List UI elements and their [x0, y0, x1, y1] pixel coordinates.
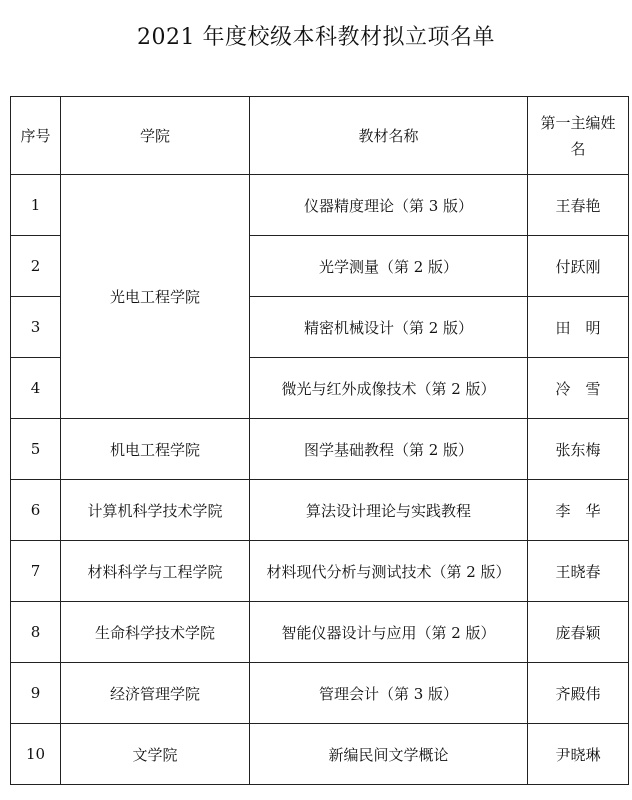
row-textbook: 微光与红外成像技术（第 2 版） — [250, 358, 528, 419]
row-textbook: 仪器精度理论（第 3 版） — [250, 175, 528, 236]
row-no: 7 — [11, 541, 61, 602]
row-no: 1 — [11, 175, 61, 236]
row-no: 8 — [11, 602, 61, 663]
row-textbook: 精密机械设计（第 2 版） — [250, 297, 528, 358]
page-title: 2021 年度校级本科教材拟立项名单 — [137, 25, 495, 50]
table-header-row — [11, 97, 629, 175]
header-editor: 第一主编姓名 — [528, 97, 629, 175]
row-textbook: 新编民间文学概论 — [250, 724, 528, 785]
row-editor: 王晓春 — [528, 541, 629, 602]
table-row — [11, 419, 629, 480]
row-editor: 李 华 — [528, 480, 629, 541]
table-row — [11, 480, 629, 541]
row-no: 5 — [11, 419, 61, 480]
row-no: 2 — [11, 236, 61, 297]
row-editor: 付跃刚 — [528, 236, 629, 297]
row-college: 计算机科学技术学院 — [61, 480, 250, 541]
row-editor: 尹晓琳 — [528, 724, 629, 785]
row-textbook: 光学测量（第 2 版） — [250, 236, 528, 297]
header-college: 学院 — [61, 97, 250, 175]
row-textbook: 图学基础教程（第 2 版） — [250, 419, 528, 480]
table-row — [11, 541, 629, 602]
row-no: 3 — [11, 297, 61, 358]
row-textbook: 管理会计（第 3 版） — [250, 663, 528, 724]
row-editor: 王春艳 — [528, 175, 629, 236]
row-textbook: 材料现代分析与测试技术（第 2 版） — [250, 541, 528, 602]
row-textbook: 算法设计理论与实践教程 — [250, 480, 528, 541]
row-editor: 齐殿伟 — [528, 663, 629, 724]
header-no: 序号 — [11, 97, 61, 175]
table-row — [11, 175, 629, 236]
row-editor: 冷 雪 — [528, 358, 629, 419]
row-no: 4 — [11, 358, 61, 419]
row-college: 经济管理学院 — [61, 663, 250, 724]
row-college: 文学院 — [61, 724, 250, 785]
row-college: 机电工程学院 — [61, 419, 250, 480]
row-editor: 张东梅 — [528, 419, 629, 480]
table-row — [11, 602, 629, 663]
row-editor: 田 明 — [528, 297, 629, 358]
row-editor: 庞春颖 — [528, 602, 629, 663]
row-college: 材料科学与工程学院 — [61, 541, 250, 602]
header-textbook: 教材名称 — [250, 97, 528, 175]
row-textbook: 智能仪器设计与应用（第 2 版） — [250, 602, 528, 663]
table-row — [11, 724, 629, 785]
row-college: 光电工程学院 — [61, 175, 250, 419]
table-row — [11, 663, 629, 724]
textbook-list-table — [10, 96, 629, 785]
row-college: 生命科学技术学院 — [61, 602, 250, 663]
row-no: 6 — [11, 480, 61, 541]
row-no: 10 — [11, 724, 61, 785]
row-no: 9 — [11, 663, 61, 724]
